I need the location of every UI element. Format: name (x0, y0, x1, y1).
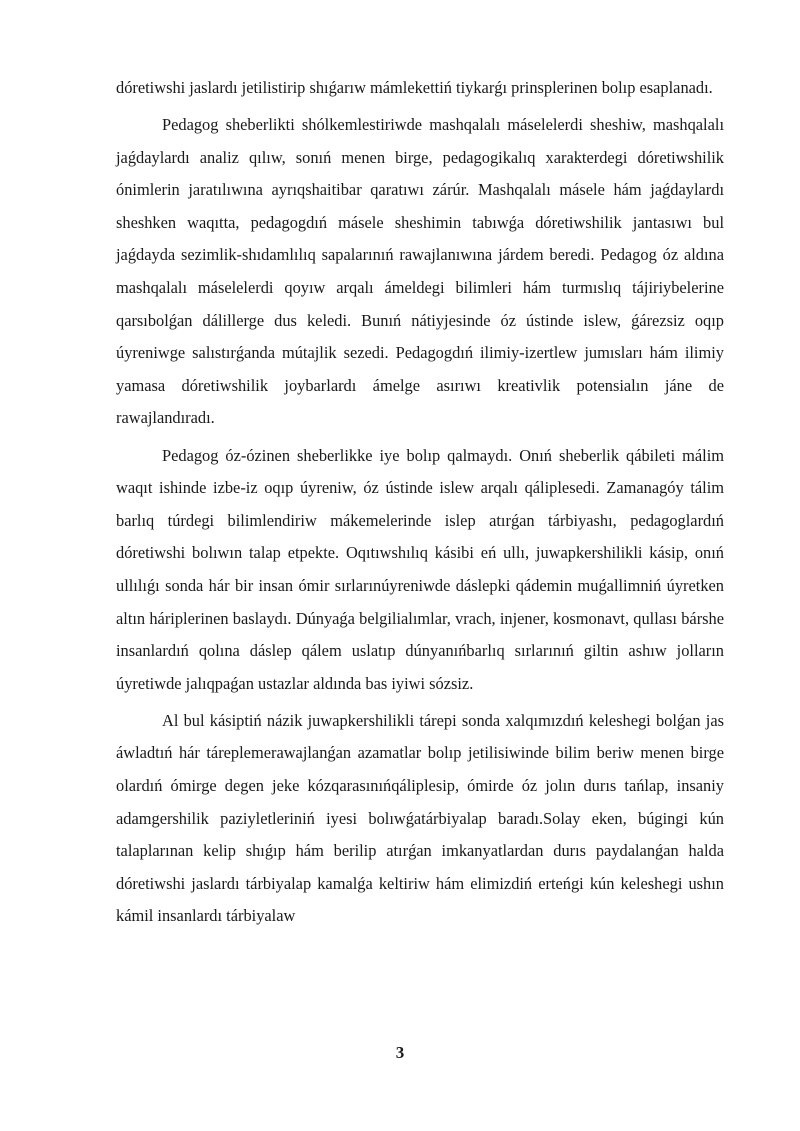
body-text (116, 72, 724, 933)
paragraph: Pedagog óz-ózinen sheberlikke iye bolıp qalmaydı. Onıń sheberlik qábileti málim waqıt ishinde izbe-iz oqıp úyreniw, óz ústinde islew arqalı qáliplesedi. Zamanagóy tálim barlıq túrdegi bilimlendiriw mákemelerinde islep atırǵan tárbiyashı, pedagoglardıń dóretiwshi bolıwın talap etpekte. Oqıtıwshılıq kásibi eń ullı, juwapkershilikli kásip, onıń ullılıǵı sonda hár bir insan ómir sırlarınúyreniwde dáslepki qádemin muǵallimniń úyretken altın háriplerinen baslaydı. Dúnyaǵa belgilialımlar, vrach, injener, kosmonavt, qullası bárshe insanlardıń qolına dáslep qálem uslatıp dúnyanıńbarlıq sırlarınıń giltin ashıw jolların úyretiwde jalıqpaǵan ustazlar aldında bas iyiwi sózsiz. (116, 445, 724, 693)
paragraph: Al bul kásiptiń názik juwapkershilikli tárepi sonda xalqımızdıń keleshegi bolǵan jas áwladtıń hár táreplemerawajlanǵan azamatlar bolıp jetilisiwinde bilim beriw menen birge olardıń ómirge degen jeke kózqarasınıńqáliplesip, ómirde óz jolın durıs tańlap, insaniy adamgershilik paziyletleriniń iyesi bolıwǵatárbiyalap baradı.Solay eken, búgingi kún talaplarınan kelip shıǵıp hám berilip atırǵan imkanyatlardan durıs paydalanǵan halda dóretiwshi jaslardı tárbiyalap kamalǵa keltiriw hám elimizdiń erteńgi kún keleshegi ushın kámil insanlardı tárbiyalaw (116, 710, 724, 926)
paragraph-continuation: dóretiwshi jaslardı jetilistirip shıǵarıw mámlekettiń tiykarǵı prinsplerinen bolıp esaplanadı. (116, 78, 713, 97)
page-number: 3 (395, 1043, 405, 1062)
paragraph: Pedagog sheberlikti shólkemlestiriwde mashqalalı máselelerdi sheshiw, mashqalalı jaǵdaylardı analiz qılıw, sonıń menen birge, pedagogikalıq xarakterdegi dóretiwshilik ónimlerin jaratılıwına ayrıqshaitibar qaratıwı zárúr. Mashqalalı másele hám jaǵdaylardı sheshken waqıtta, pedagogdıń másele sheshimin tabıwǵa dóretiwshilik jantasıwı bul jaǵdayda sezimlik-shıdamlılıq sapalarınıń rawajlanıwına járdem beredi. Pedagog óz aldına mashqalalı máselelerdi qoyıw arqalı ámeldegi bilimleri hám turmıslıq tájiriybelerine qarsıbolǵan dálillerge dus keledi. Bunıń nátiyjesinde óz ústinde islew, ǵárezsiz oqıp úyreniwge salıstırǵanda mútajlik sezedi. Pedagogdıń ilimiy-izertlew jumısları hám ilimiy yamasa dóretiwshilik joybarlardı ámelge asırıwı kreativlik potensialın jáne de rawajlandıradı. (116, 115, 724, 428)
